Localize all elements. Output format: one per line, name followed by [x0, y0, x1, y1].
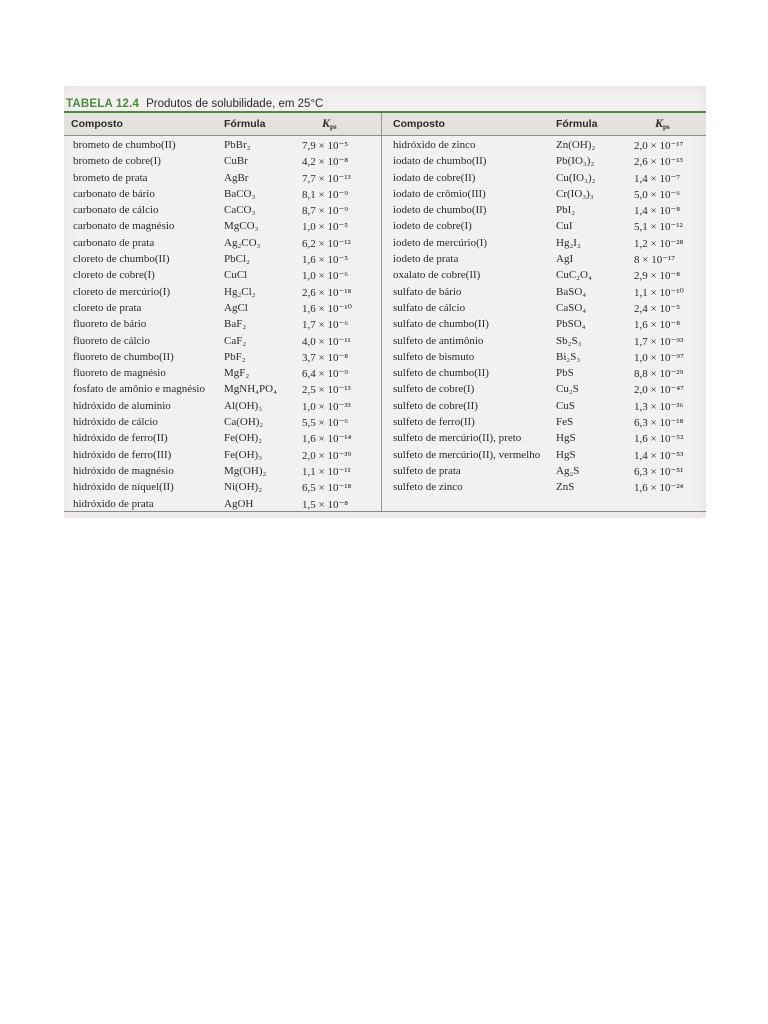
compound-cell: fluoreto de bário	[73, 318, 147, 331]
header-formula: Fórmula	[224, 118, 266, 130]
ksp-cell: 6,5 × 10⁻¹⁸	[302, 482, 352, 495]
compound-cell: carbonato de cálcio	[73, 204, 159, 217]
formula-cell: BaF₂	[224, 318, 247, 331]
compound-cell: iodato de chumbo(II)	[393, 155, 487, 168]
table-row	[384, 252, 700, 268]
table-row	[384, 464, 700, 480]
compound-cell: hidróxido de alumínio	[73, 399, 171, 412]
ksp-cell: 1,0 × 10⁻³³	[302, 400, 351, 413]
table-number: TABELA 12.4	[66, 98, 140, 110]
ksp-cell: 4,0 × 10⁻¹¹	[302, 335, 351, 348]
table-row	[64, 171, 380, 187]
formula-cell: CuS	[556, 399, 575, 412]
table-row	[64, 252, 380, 268]
formula-cell: CuC₂O₄	[556, 269, 592, 282]
ksp-cell: 1,6 × 10⁻¹⁰	[302, 302, 352, 315]
compound-cell: iodato de cobre(II)	[393, 171, 476, 184]
table-row	[384, 366, 700, 382]
formula-cell: MgNH₄PO₄	[224, 383, 277, 396]
formula-cell: MgCO₃	[224, 220, 259, 233]
formula-cell: CaCO₃	[224, 204, 256, 217]
ksp-cell: 2,4 × 10⁻⁵	[634, 302, 681, 315]
formula-cell: Pb(IO₃)₂	[556, 155, 595, 168]
compound-cell: fluoreto de chumbo(II)	[73, 350, 174, 363]
compound-cell: cloreto de mercúrio(I)	[73, 285, 171, 298]
formula-cell: BaCO₃	[224, 187, 256, 200]
compound-cell: iodeto de prata	[393, 253, 459, 266]
table-row	[64, 219, 380, 235]
compound-cell: iodeto de mercúrio(I)	[393, 236, 488, 249]
table-heading	[66, 96, 323, 111]
ksp-cell: 8 × 10⁻¹⁷	[634, 254, 676, 267]
compound-cell: hidróxido de zinco	[393, 139, 476, 151]
formula-cell: BaSO₄	[556, 285, 587, 298]
compound-cell: sulfeto de mercúrio(II), preto	[393, 432, 522, 445]
formula-cell: MgF₂	[224, 367, 250, 380]
right-table-half	[384, 113, 700, 497]
compound-cell: fluoreto de magnésio	[73, 367, 166, 380]
compound-cell: sulfeto de chumbo(II)	[393, 367, 489, 380]
formula-cell: Bi₂S₃	[556, 350, 581, 363]
formula-cell: Ca(OH)₂	[224, 416, 264, 429]
ksp-cell: 2,9 × 10⁻⁸	[634, 270, 681, 283]
table-row	[64, 350, 380, 366]
table-row	[384, 268, 700, 284]
formula-cell: AgBr	[224, 171, 249, 184]
compound-cell: cloreto de cobre(I)	[73, 269, 155, 282]
left-rows	[64, 135, 380, 513]
table-row	[64, 480, 380, 496]
left-header-row	[64, 113, 380, 135]
formula-cell: Cu(IO₃)₂	[556, 171, 596, 184]
column-divider	[381, 113, 382, 512]
formula-cell: AgCl	[224, 301, 248, 314]
formula-cell: Zn(OH)₂	[556, 139, 596, 151]
formula-cell: PbBr₂	[224, 139, 251, 151]
table-row	[384, 415, 700, 431]
ksp-cell: 8,8 × 10⁻²⁹	[634, 368, 684, 381]
compound-cell: iodeto de cobre(I)	[393, 220, 472, 233]
formula-cell: PbSO₄	[556, 318, 586, 331]
table-row	[64, 399, 380, 415]
table-row	[64, 301, 380, 317]
ksp-cell: 2,0 × 10⁻³⁹	[302, 449, 352, 462]
table-row	[64, 497, 380, 513]
table-row	[64, 203, 380, 219]
compound-cell: hidróxido de magnésio	[73, 464, 174, 477]
compound-cell: sulfeto de ferro(II)	[393, 416, 475, 429]
ksp-cell: 1,0 × 10⁻⁶	[302, 270, 349, 283]
right-rows	[384, 135, 700, 497]
table-row	[64, 431, 380, 447]
formula-cell: PbCl₂	[224, 253, 250, 266]
compound-cell: sulfeto de mercúrio(II), vermelho	[393, 448, 541, 461]
formula-cell: Mg(OH)₂	[224, 464, 267, 477]
formula-cell: Cr(IO₃)₃	[556, 187, 594, 200]
ksp-cell: 1,2 × 10⁻²⁸	[634, 237, 684, 250]
table-row	[384, 480, 700, 496]
compound-cell: sulfato de cálcio	[393, 301, 466, 314]
formula-cell: CuCl	[224, 269, 248, 282]
compound-cell: brometo de prata	[73, 171, 148, 184]
ksp-cell: 7,7 × 10⁻¹³	[302, 172, 351, 185]
ksp-cell: 3,7 × 10⁻⁸	[302, 351, 349, 364]
table-row	[384, 399, 700, 415]
compound-cell: cloreto de chumbo(II)	[73, 253, 170, 266]
formula-cell: ZnS	[556, 481, 575, 494]
formula-cell: Ag₂S	[556, 464, 580, 477]
ksp-cell: 1,5 × 10⁻⁸	[302, 498, 349, 511]
table-row	[384, 350, 700, 366]
table-row	[64, 154, 380, 170]
table-row	[64, 464, 380, 480]
table-row	[64, 334, 380, 350]
ksp-cell: 8,1 × 10⁻⁹	[302, 188, 349, 201]
ksp-cell: 1,4 × 10⁻⁷	[634, 172, 681, 185]
table-row	[384, 236, 700, 252]
compound-cell: oxalato de cobre(II)	[393, 269, 481, 282]
formula-cell: PbF₂	[224, 350, 246, 363]
formula-cell: Fe(OH)₂	[224, 432, 263, 445]
compound-cell: hidróxido de prata	[73, 497, 154, 510]
compound-cell: fosfato de amônio e magnésio	[73, 383, 205, 396]
ksp-cell: 2,6 × 10⁻¹³	[634, 156, 683, 169]
ksp-cell: 6,3 × 10⁻⁵¹	[634, 465, 684, 478]
table-row	[384, 171, 700, 187]
ksp-cell: 1,1 × 10⁻¹⁰	[634, 286, 684, 299]
formula-cell: HgS	[556, 432, 576, 445]
header-formula: Fórmula	[556, 118, 598, 130]
table-title: Produtos de solubilidade, em 25°C	[146, 98, 324, 110]
ksp-cell: 2,0 × 10⁻¹⁷	[634, 140, 684, 152]
formula-cell: FeS	[556, 416, 574, 429]
formula-cell: CaSO₄	[556, 301, 587, 314]
table-row	[64, 236, 380, 252]
ksp-cell: 1,7 × 10⁻⁶	[302, 319, 349, 332]
header-ksp: $K_{ps}$	[655, 116, 670, 131]
compound-cell: hidróxido de cálcio	[73, 416, 158, 429]
table-row	[64, 285, 380, 301]
table-row	[64, 415, 380, 431]
right-header-row	[384, 113, 700, 135]
compound-cell: sulfato de chumbo(II)	[393, 318, 489, 331]
ksp-cell: 6,2 × 10⁻¹²	[302, 237, 351, 250]
table-row	[64, 317, 380, 333]
ksp-cell: 1,0 × 10⁻⁵	[302, 221, 349, 234]
compound-cell: carbonato de bário	[73, 187, 155, 200]
compound-cell: sulfato de bário	[393, 285, 462, 298]
compound-cell: hidróxido de ferro(III)	[73, 448, 172, 461]
ksp-cell: 2,5 × 10⁻¹³	[302, 384, 351, 397]
compound-cell: sulfeto de prata	[393, 464, 461, 477]
formula-cell: Ag₂CO₃	[224, 236, 261, 249]
scanned-table-page	[64, 86, 706, 518]
formula-cell: CaF₂	[224, 334, 247, 347]
compound-cell: sulfeto de cobre(I)	[393, 383, 475, 396]
header-ksp: $K_{ps}$	[322, 116, 337, 131]
ksp-cell: 2,0 × 10⁻⁴⁷	[634, 384, 684, 397]
formula-cell: Cu₂S	[556, 383, 579, 396]
ksp-cell: 1,6 × 10⁻²⁴	[634, 482, 684, 495]
ksp-cell: 2,6 × 10⁻¹⁸	[302, 286, 352, 299]
formula-cell: CuBr	[224, 155, 248, 168]
ksp-cell: 1,6 × 10⁻⁵	[302, 254, 349, 267]
formula-cell: Hg₂I₂	[556, 236, 581, 249]
compound-cell: sulfeto de cobre(II)	[393, 399, 478, 412]
compound-cell: fluoreto de cálcio	[73, 334, 150, 347]
compound-cell: hidróxido de níquel(II)	[73, 481, 174, 494]
ksp-cell: 1,1 × 10⁻¹¹	[302, 465, 351, 478]
formula-cell: Ni(OH)₂	[224, 481, 263, 494]
ksp-cell: 1,7 × 10⁻⁹³	[634, 335, 684, 348]
table-row	[384, 285, 700, 301]
ksp-cell: 1,6 × 10⁻⁵²	[634, 433, 684, 446]
table-row	[384, 219, 700, 235]
ksp-cell: 1,6 × 10⁻⁸	[634, 319, 681, 332]
formula-cell: HgS	[556, 448, 576, 461]
ksp-cell: 8,7 × 10⁻⁹	[302, 205, 349, 218]
compound-cell: carbonato de magnésio	[73, 220, 175, 233]
formula-cell: Sb₂S₃	[556, 334, 582, 347]
formula-cell: PbS	[556, 367, 574, 380]
table-row	[64, 268, 380, 284]
compound-cell: cloreto de prata	[73, 301, 142, 314]
compound-cell: hidróxido de ferro(II)	[73, 432, 168, 445]
ksp-cell: 7,9 × 10⁻⁵	[302, 140, 349, 152]
table-row	[384, 187, 700, 203]
compound-cell: sulfeto de zinco	[393, 481, 463, 494]
formula-cell: AgOH	[224, 497, 254, 510]
ksp-cell: 5,1 × 10⁻¹²	[634, 221, 683, 234]
table-row	[384, 448, 700, 464]
ksp-cell: 6,3 × 10⁻¹⁸	[634, 417, 684, 430]
formula-cell: CuI	[556, 220, 573, 233]
ksp-cell: 5,0 × 10⁻⁶	[634, 188, 681, 201]
table-row	[384, 203, 700, 219]
ksp-cell: 1,6 × 10⁻¹⁴	[302, 433, 352, 446]
formula-cell: PbI₂	[556, 204, 576, 217]
formula-cell: Al(OH)₃	[224, 399, 263, 412]
formula-cell: AgI	[556, 253, 574, 266]
compound-cell: brometo de cobre(I)	[73, 155, 161, 168]
table-row	[384, 138, 700, 154]
table-row	[64, 448, 380, 464]
table-row	[384, 301, 700, 317]
table-row	[64, 366, 380, 382]
header-compound: Composto	[393, 118, 445, 130]
left-table-half	[64, 113, 380, 513]
table-row	[384, 317, 700, 333]
table-row	[384, 382, 700, 398]
compound-cell: brometo de chumbo(II)	[73, 139, 176, 151]
compound-cell: carbonato de prata	[73, 236, 155, 249]
table-row	[64, 187, 380, 203]
compound-cell: iodato de crômio(III)	[393, 187, 486, 200]
ksp-cell: 1,4 × 10⁻⁵³	[634, 449, 684, 462]
table-row	[64, 138, 380, 154]
formula-cell: Hg₂Cl₂	[224, 285, 256, 298]
table-row	[64, 382, 380, 398]
table-row	[384, 154, 700, 170]
ksp-cell: 6,4 × 10⁻⁹	[302, 368, 349, 381]
ksp-cell: 1,3 × 10⁻³⁶	[634, 400, 684, 413]
table-row	[384, 334, 700, 350]
ksp-cell: 1,0 × 10⁻⁹⁷	[634, 351, 684, 364]
formula-cell: Fe(OH)₃	[224, 448, 263, 461]
header-compound: Composto	[71, 118, 123, 130]
ksp-cell: 5,5 × 10⁻⁶	[302, 417, 349, 430]
ksp-cell: 1,4 × 10⁻⁸	[634, 205, 681, 218]
compound-cell: iodeto de chumbo(II)	[393, 204, 487, 217]
compound-cell: sulfeto de bismuto	[393, 350, 475, 363]
table-row	[384, 431, 700, 447]
ksp-cell: 4,2 × 10⁻⁸	[302, 156, 349, 169]
compound-cell: sulfeto de antimônio	[393, 334, 484, 347]
